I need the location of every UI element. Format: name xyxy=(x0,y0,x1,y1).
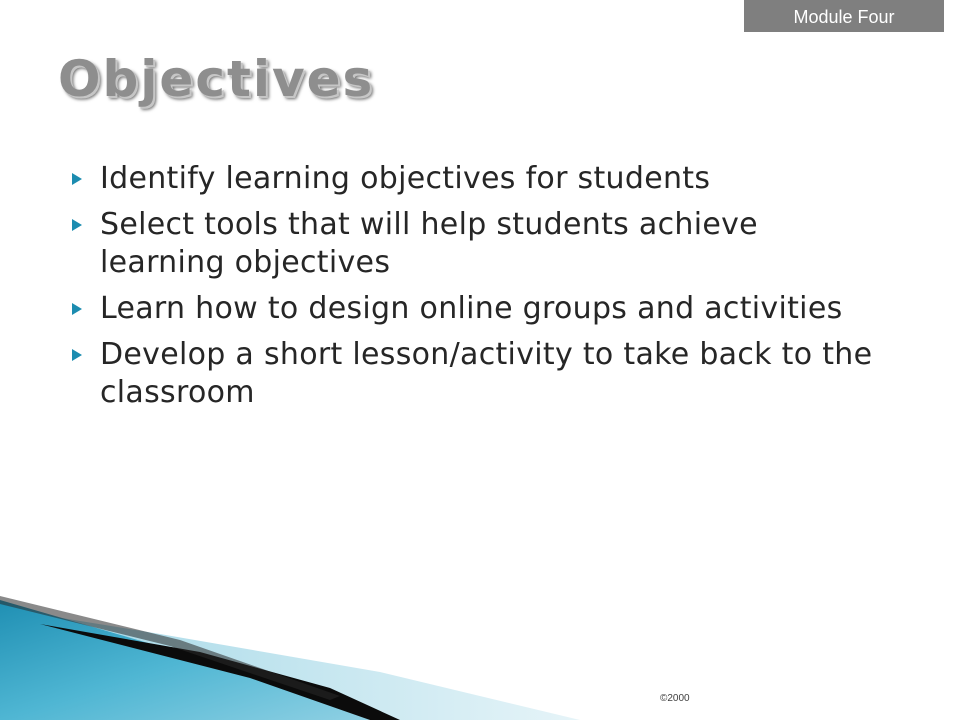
list-item xyxy=(100,206,880,282)
list-item xyxy=(100,336,880,412)
triangle-bullet-icon xyxy=(72,336,86,374)
list-item-text: Select tools that will help students achieve learning objectives xyxy=(100,207,758,280)
list-item xyxy=(100,290,880,328)
module-label: Module Four xyxy=(744,0,944,32)
triangle-bullet-icon xyxy=(72,206,86,244)
list-item-text: Develop a short lesson/activity to take back to the classroom xyxy=(100,337,873,410)
triangle-bullet-icon xyxy=(72,160,86,198)
triangle-bullet-icon xyxy=(72,290,86,328)
page-title: Objectives xyxy=(58,50,375,108)
list-item-text: Identify learning objectives for students xyxy=(100,161,711,196)
bullet-list xyxy=(100,160,880,420)
list-item xyxy=(100,160,880,198)
copyright-text: ©2000 xyxy=(660,693,690,704)
list-item-text: Learn how to design online groups and activities xyxy=(100,291,843,326)
decorative-swoosh xyxy=(0,560,960,720)
